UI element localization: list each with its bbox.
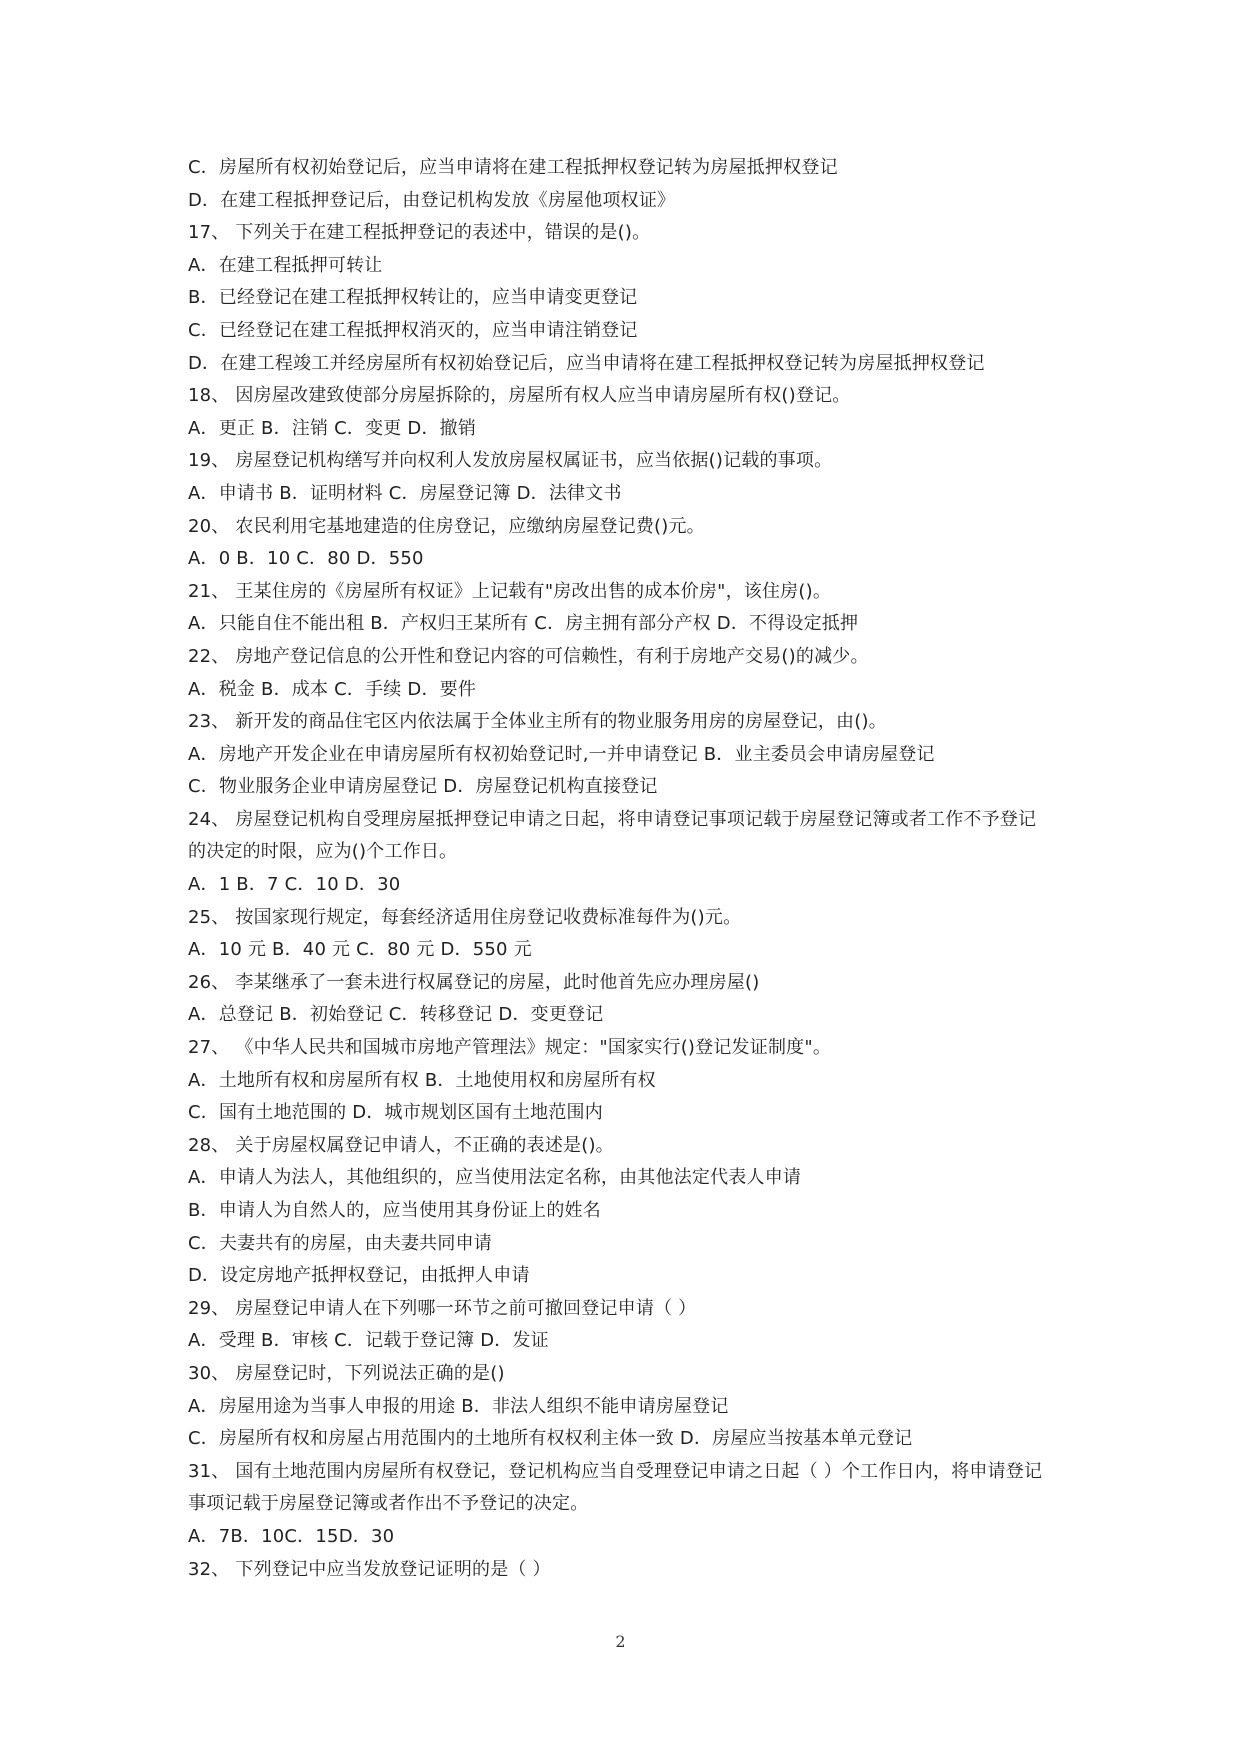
text-line: 32、 下列登记中应当发放登记证明的是（ ） <box>188 1558 551 1580</box>
text-line: 31、 国有土地范围内房屋所有权登记，登记机构应当自受理登记申请之日起（ ）个工作日内，将申请登记 <box>188 1460 1043 1482</box>
text-line: 30、 房屋登记时，下列说法正确的是() <box>188 1362 505 1384</box>
page-number: 2 <box>615 1632 626 1651</box>
text-line: B．已经登记在建工程抵押权转让的，应当申请变更登记 <box>188 287 638 309</box>
text-line: 20、 农民利用宅基地建造的住房登记，应缴纳房屋登记费()元。 <box>188 515 705 537</box>
text-line: A．7B．10C．15D．30 <box>188 1525 395 1547</box>
text-line: 19、 房屋登记机构缮写并向权利人发放房屋权属证书，应当依据()记载的事项。 <box>188 450 833 472</box>
text-line: C．已经登记在建工程抵押权消灭的，应当申请注销登记 <box>188 319 638 341</box>
text-line: 21、 王某住房的《房屋所有权证》上记载有"房改出售的成本价房"，该住房()。 <box>188 580 832 602</box>
text-line: A．房屋用途为当事人申报的用途 B．非法人组织不能申请房屋登记 <box>188 1395 729 1417</box>
text-line: B．申请人为自然人的，应当使用其身份证上的姓名 <box>188 1200 601 1221</box>
text-line: A．房地产开发企业在申请房屋所有权初始登记时,一并申请登记 B．业主委员会申请房屋登记 <box>188 743 935 765</box>
text-line: 26、 李某继承了一套未进行权属登记的房屋，此时他首先应办理房屋() <box>188 971 760 993</box>
text-line: 18、 因房屋改建致使部分房屋拆除的，房屋所有权人应当申请房屋所有权()登记。 <box>188 385 851 407</box>
text-line: D．设定房地产抵押权登记，由抵押人申请 <box>188 1265 530 1287</box>
text-line: C．夫妻共有的房屋，由夫妻共同申请 <box>188 1232 492 1254</box>
text-line: A．1 B．7 C．10 D．30 <box>188 874 401 896</box>
text-line: A．申请人为法人，其他组织的，应当使用法定名称，由其他法定代表人申请 <box>188 1167 802 1189</box>
text-line: 27、 《中华人民共和国城市房地产管理法》规定："国家实行()登记发证制度"。 <box>188 1037 832 1059</box>
text-line: A．只能自住不能出租 B．产权归王某所有 C．房主拥有部分产权 D．不得设定抵押 <box>188 613 859 635</box>
text-line: 29、 房屋登记申请人在下列哪一环节之前可撤回登记申请（ ） <box>188 1297 697 1319</box>
text-line: A．受理 B．审核 C．记载于登记簿 D．发证 <box>188 1330 549 1352</box>
text-line: 28、 关于房屋权属登记申请人，不正确的表述是()。 <box>188 1134 614 1156</box>
text-line: A．税金 B．成本 C．手续 D．要件 <box>188 678 477 700</box>
text-line: A．总登记 B．初始登记 C．转移登记 D．变更登记 <box>188 1004 604 1026</box>
text-line: A．0 B．10 C．80 D．550 <box>188 548 424 570</box>
text-line: C．国有土地范围的 D．城市规划区国有土地范围内 <box>188 1102 603 1124</box>
text-line: A．更正 B．注销 C．变更 D．撤销 <box>188 417 477 439</box>
text-line: D．在建工程竣工并经房屋所有权初始登记后，应当申请将在建工程抵押权登记转为房屋抵押权登记 <box>188 352 985 374</box>
page-content <box>188 152 1068 1586</box>
text-line: C．物业服务企业申请房屋登记 D．房屋登记机构直接登记 <box>188 776 658 798</box>
text-line: A．申请书 B．证明材料 C．房屋登记簿 D．法律文书 <box>188 482 622 504</box>
text-line: 事项记载于房屋登记簿或者作出不予登记的决定。 <box>188 1493 589 1515</box>
text-line: 25、 按国家现行规定，每套经济适用住房登记收费标准每件为()元。 <box>188 906 742 928</box>
text-line: D．在建工程抵押登记后，由登记机构发放《房屋他项权证》 <box>188 189 676 211</box>
text-line: 23、 新开发的商品住宅区内依法属于全体业主所有的物业服务用房的房屋登记，由()。 <box>188 711 887 733</box>
text-line: 22、 房地产登记信息的公开性和登记内容的可信赖性，有利于房地产交易()的减少。 <box>188 645 869 667</box>
text-line: A．10 元 B．40 元 C．80 元 D．550 元 <box>188 939 532 961</box>
text-line: C．房屋所有权初始登记后，应当申请将在建工程抵押权登记转为房屋抵押权登记 <box>188 157 838 178</box>
text-line: 24、 房屋登记机构自受理房屋抵押登记申请之日起，将申请登记事项记载于房屋登记簿或者工作不予登记 <box>188 808 1037 830</box>
text-line: 17、 下列关于在建工程抵押登记的表述中，错误的是()。 <box>188 222 651 244</box>
text-line: C．房屋所有权和房屋占用范围内的土地所有权权利主体一致 D．房屋应当按基本单元登记 <box>188 1428 913 1450</box>
text-line: A．土地所有权和房屋所有权 B．土地使用权和房屋所有权 <box>188 1069 656 1091</box>
text-line: 的决定的时限，应为()个工作日。 <box>188 841 458 863</box>
text-line: A．在建工程抵押可转让 <box>188 254 383 276</box>
